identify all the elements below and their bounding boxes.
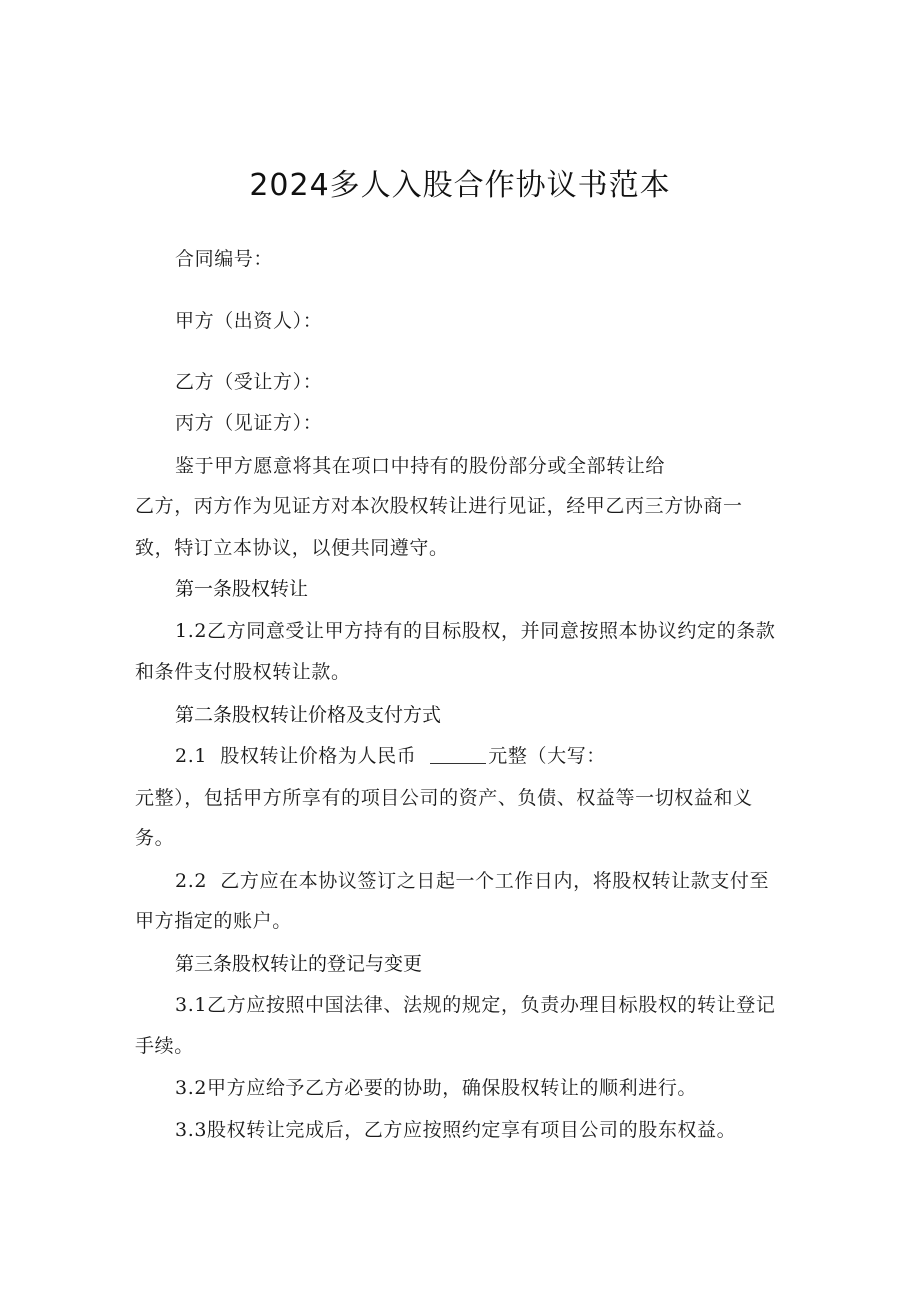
party-a-label: 甲方（出资人）： [175,310,323,332]
article-3-heading: 第三条股权转让的登记与变更 [175,953,423,975]
clause-2-1-price-text: 2.1 股权转让价格为人民币 [175,745,417,767]
clause-1-2-line-1: 1.2乙方同意受让甲方持有的目标股权，并同意按照本协议约定的条款 [175,620,776,642]
clause-2-1-line-1 [175,741,606,771]
contract-number-label: 合同编号： [175,248,274,270]
document-title: 2024多人入股合作协议书范本 [249,168,671,203]
preamble-line-1: 鉴于甲方愿意将其在项口中持有的股份部分或全部转让给 [175,455,666,477]
clause-3-1-line-1: 3.1乙方应按照中国法律、法规的规定，负责办理目标股权的转让登记 [175,994,776,1016]
party-c-label: 丙方（见证方）： [175,412,323,434]
party-b-label: 乙方（受让方）： [175,371,323,393]
price-blank-field [430,745,486,764]
clause-2-2-line-1: 2.2 乙方应在本协议签订之日起一个工作日内，将股权转让款支付至 [175,870,770,892]
clause-2-1-line-2: 元整），包括甲方所享有的项目公司的资产、负债、权益等一切权益和义 [135,787,753,809]
clause-2-1-line-3: 务。 [135,827,175,849]
clause-3-2: 3.2甲方应给予乙方必要的协助，确保股权转让的顺利进行。 [175,1077,698,1099]
article-2-heading: 第二条股权转让价格及支付方式 [175,704,442,726]
clause-1-2-line-2: 和条件支付股权转让款。 [135,661,351,683]
clause-3-3: 3.3股权转让完成后，乙方应按照约定享有项目公司的股东权益。 [175,1119,737,1141]
clause-2-2-line-2: 甲方指定的账户。 [135,910,292,932]
clause-2-1-capital-text: 元整（大写： [488,745,606,767]
preamble-line-2: 乙方，丙方作为见证方对本次股权转让进行见证，经甲乙丙三方协商一 [135,495,743,517]
preamble-line-3: 致，特订立本协议，以便共同遵守。 [135,537,449,559]
clause-3-1-line-2: 手续。 [135,1035,194,1057]
article-1-heading: 第一条股权转让 [175,578,309,600]
